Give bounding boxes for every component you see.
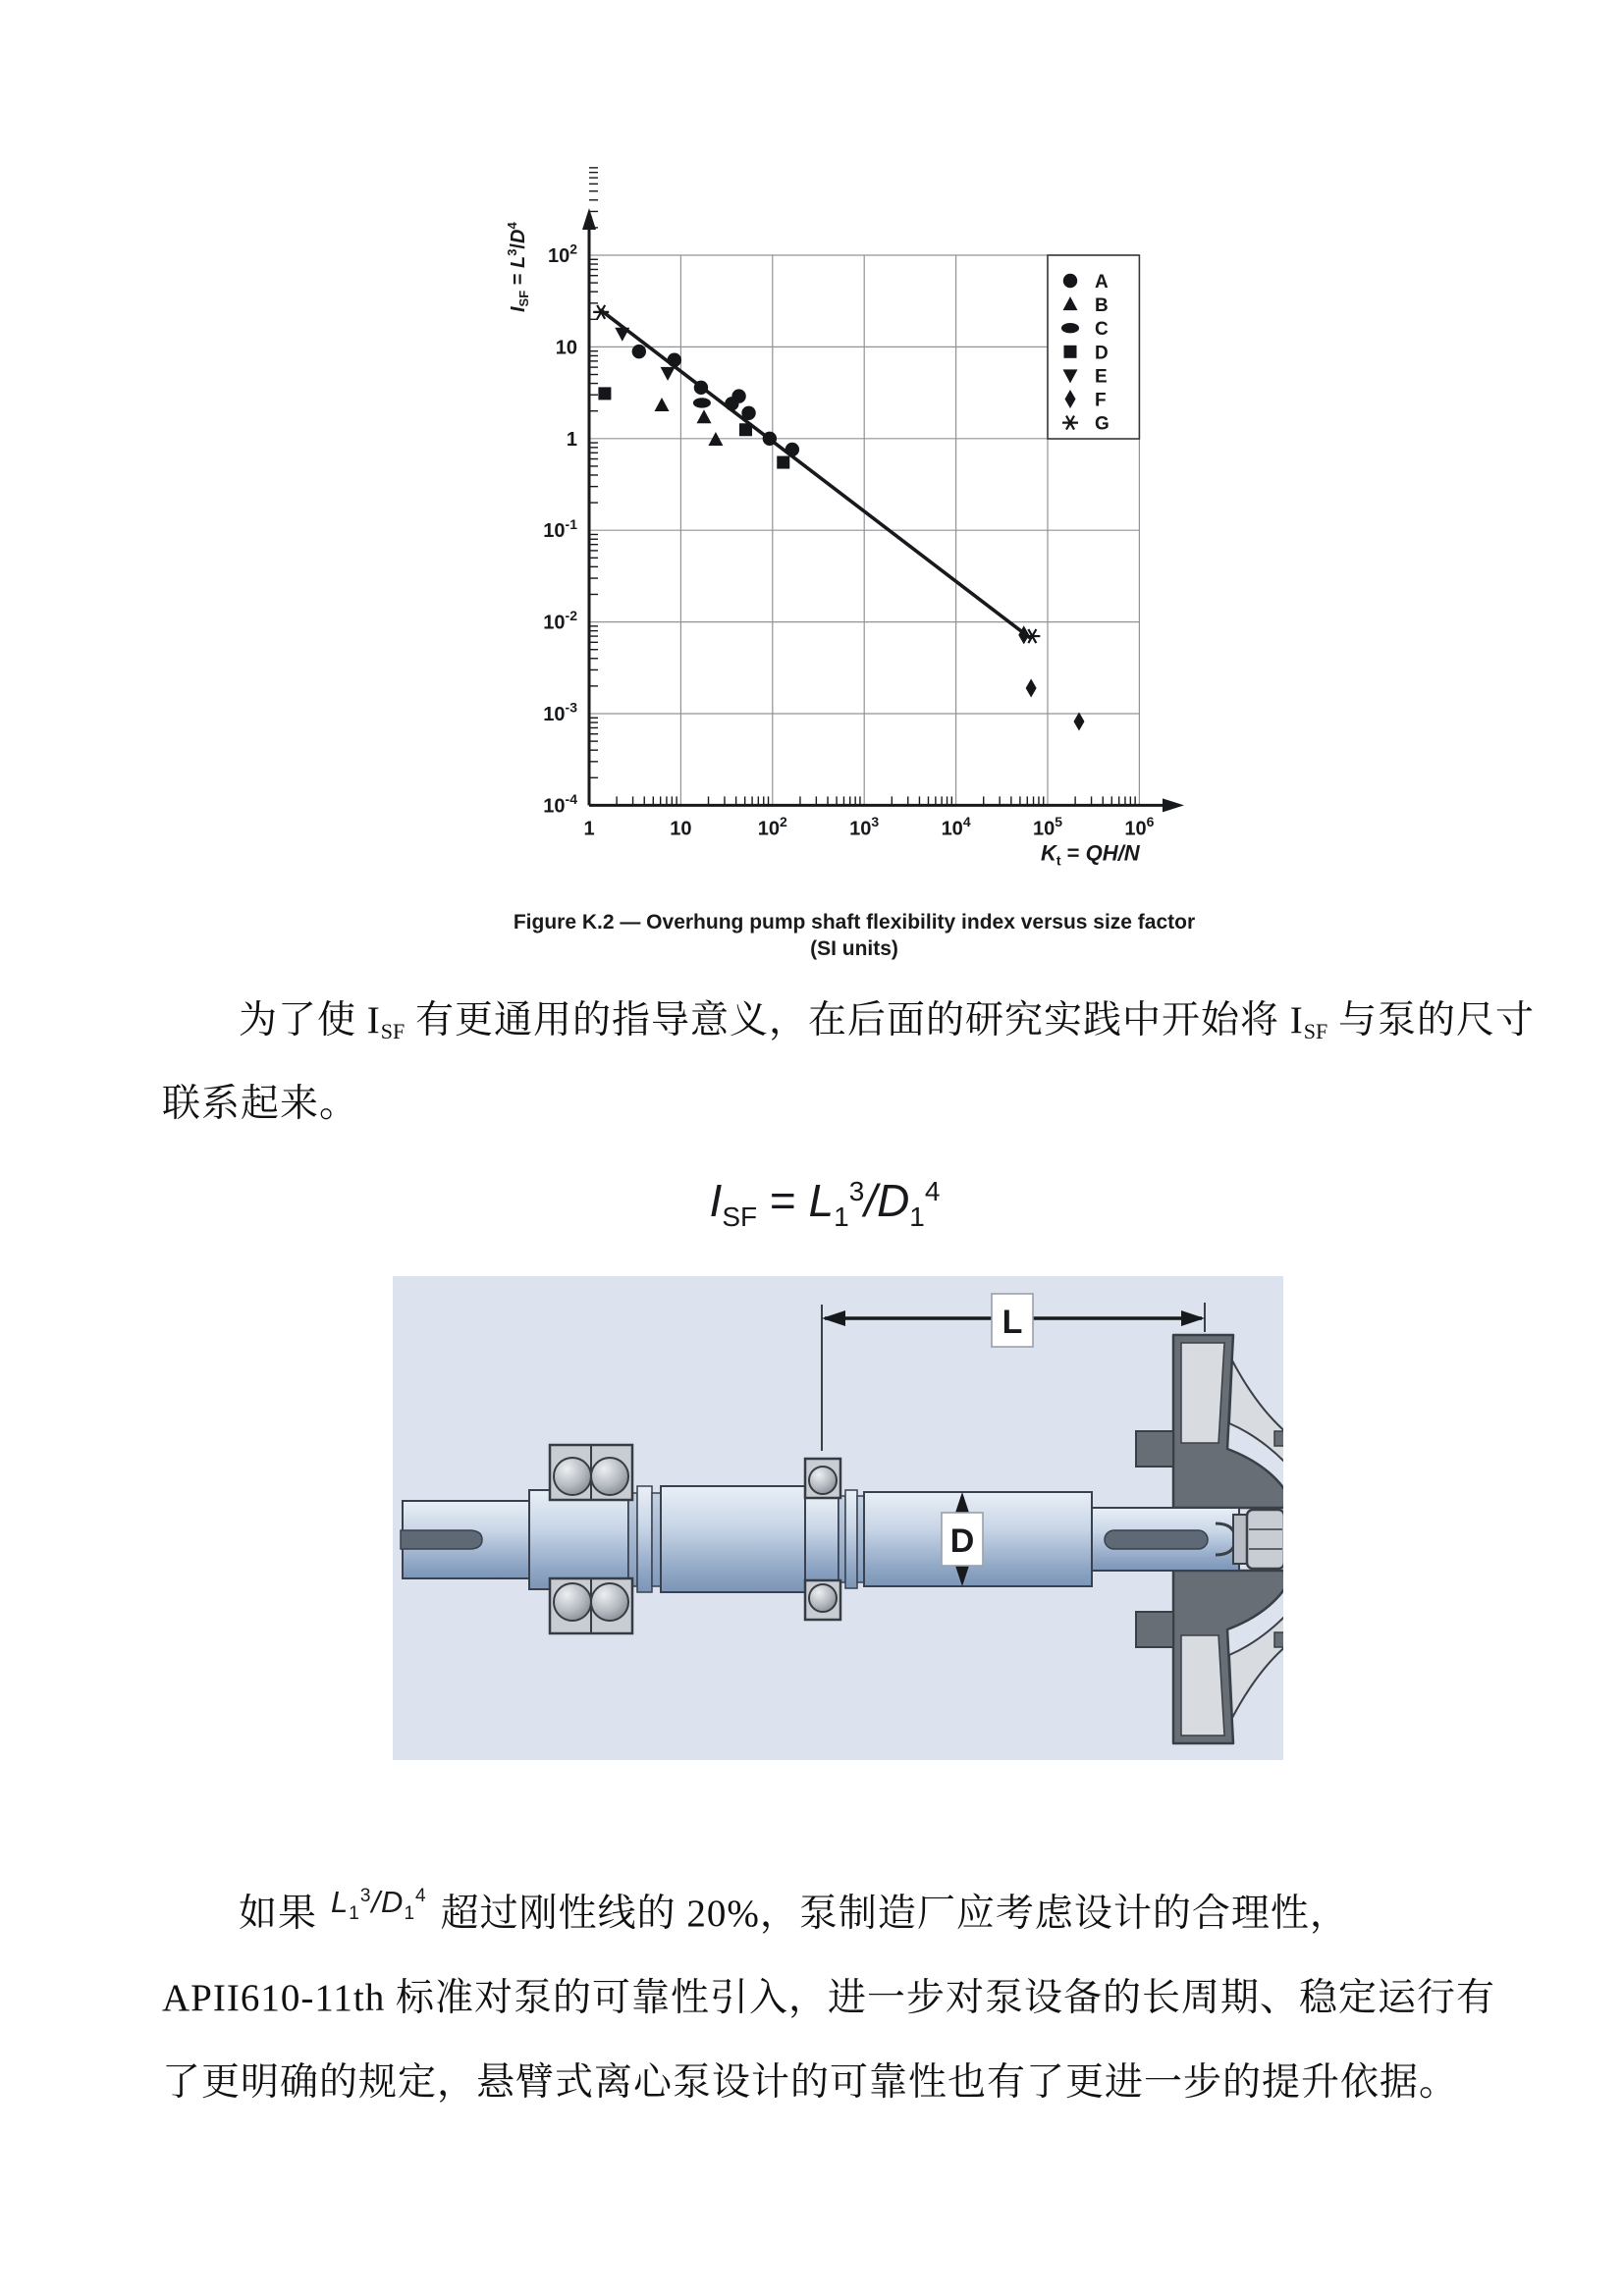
formula-sub-1: 1 [909,1201,925,1232]
svg-text:102: $10^2$ [547,240,577,267]
shaft-groove [857,1496,864,1582]
pump-shaft-svg [393,1276,1283,1760]
shaft-bearing1-seat [529,1490,628,1589]
isf-subscript: SF [380,1019,406,1043]
legend-label-A: A [1095,272,1109,293]
svg-text:10-2: $10^{-2}$ [543,608,577,634]
svg-text:104: $10^4$ [941,814,971,840]
formula-slash: / [864,1175,878,1226]
bearing-ball [809,1467,837,1494]
svg-text:103: $10^3$ [849,814,880,840]
formula-sup-3: 3 [848,1176,865,1206]
dim-label-D: D [949,1522,975,1560]
svg-text:10-3: $10^{-3}$ [543,699,577,725]
x-tick-labels [583,814,1154,839]
formula-sup-4: 4 [924,1176,941,1206]
shaft-bearing2-seat [805,1496,839,1582]
legend-label-E: E [1095,366,1108,388]
svg-text:10: 10 [555,337,577,359]
paragraph2-line2: APII610-11th 标准对泵的可靠性引入，进一步对泵设备的长周期、稳定运行有 [162,1977,1495,2019]
figure-k2-chart [491,126,1257,911]
svg-text:106: $10^6$ [1124,814,1155,840]
legend-label-F: F [1095,390,1107,411]
formula-sub-1: 1 [834,1201,849,1232]
svg-text:10-4: $10^{-4}$ [543,791,577,818]
paragraph2-text: 如果 [239,1893,318,1935]
paragraph1-line2: 联系起来。 [162,1083,359,1125]
svg-text:1: 1 [583,818,595,840]
svg-text:10-1: $10^{-1}$ [543,515,577,543]
trend-line [601,310,1029,637]
isf-formula [609,1174,1041,1233]
paragraph1-text: 为了使 [239,999,367,1041]
formula-sub-1: 1 [404,1903,416,1924]
legend-label-D: D [1095,343,1109,364]
shaft-ring [637,1486,652,1592]
isf-subscript: SF [1303,1019,1328,1043]
legend-box [1048,255,1139,439]
figure-caption [295,909,1414,962]
formula-L: L [331,1885,350,1919]
paragraph2-line3: 了更明确的规定，悬臂式离心泵设计的可靠性也有了更进一步的提升依据。 [162,2061,1459,2104]
figure-caption-line2: (SI units) [810,937,898,960]
dim-label-L: L [1001,1304,1023,1341]
series-D [598,387,789,468]
bearing-ball [591,1458,628,1495]
legend-label-B: B [1095,295,1109,317]
formula-D: D [877,1175,910,1226]
shaft-groove [628,1493,637,1586]
formula-sup-3: 3 [359,1886,372,1906]
impeller-end-keyway [1105,1530,1208,1549]
bearing-ball [809,1584,837,1612]
isf-symbol: I [366,999,381,1041]
y-axis-title: $I_{SF} = L^3/D^4$ [505,222,531,312]
paragraph2-text: 超过刚性线的 20%，泵制造厂应考虑设计的合理性， [440,1893,1349,1935]
shaft-ring [845,1490,857,1588]
scatter-plot-svg [491,126,1257,911]
shaft-groove [839,1496,845,1582]
bearing-ball [554,1583,591,1621]
formula-sub-SF: SF [722,1201,758,1232]
formula-D: D [381,1885,405,1919]
bearing-ball [591,1583,628,1621]
legend-label-G: G [1095,413,1110,435]
isf-symbol: I [1289,999,1304,1041]
y-tick-labels [543,241,577,818]
paragraph1-line1 [239,989,1535,1044]
formula-sup-4: 4 [415,1886,427,1906]
bearing-ball [554,1458,591,1495]
series-C [693,398,711,407]
svg-text:105: $10^5$ [1032,814,1063,840]
shaft-groove [652,1493,661,1586]
x-axis-title: $K_t = QH/N$ [1041,840,1140,869]
formula-slash: / [371,1885,382,1919]
hex-nut [1247,1510,1283,1569]
formula-L: L [808,1175,835,1226]
paragraph2-line1 [239,1883,1349,1938]
paragraph1-text: 有更通用的指导意义，在后面的研究实践中开始将 [405,999,1290,1041]
legend [1048,255,1139,439]
paragraph1-text: 与泵的尺寸 [1327,999,1536,1041]
formula-sub-1: 1 [349,1903,360,1924]
svg-text:10: 10 [670,818,692,840]
figure-caption-line1: Figure K.2 — Overhung pump shaft flexibility index versus size factor [513,911,1196,934]
inline-formula-L13D14 [331,1885,427,1924]
washer [1233,1515,1247,1564]
coupling-keyway [401,1530,482,1549]
formula-equals: = [757,1175,809,1226]
legend-label-C: C [1095,319,1109,341]
shaft-middle-section [661,1486,805,1592]
pump-shaft-illustration [393,1276,1283,1760]
svg-text:1: 1 [566,428,577,451]
formula-I: I [709,1175,723,1226]
svg-text:102: $10^2$ [757,814,787,840]
